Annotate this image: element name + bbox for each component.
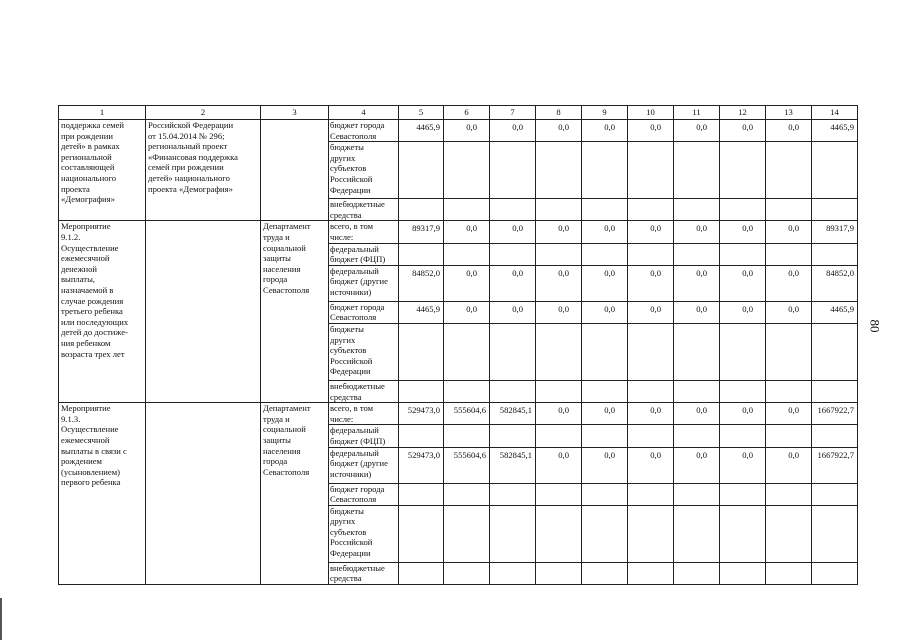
column-header-13: 13 [766, 106, 812, 120]
amount-cell-col-12: 0,0 [720, 221, 766, 243]
amount-cell-col-14 [812, 199, 858, 221]
amount-cell-col-11: 0,0 [674, 447, 720, 483]
amount-cell-col-13: 0,0 [766, 221, 812, 243]
amount-cell-col-6: 555604,6 [444, 403, 490, 425]
amount-cell-col-14: 4465,9 [812, 120, 858, 142]
amount-cell-col-9 [582, 380, 628, 402]
amount-cell-col-6: 0,0 [444, 301, 490, 323]
amount-cell-col-8 [536, 380, 582, 402]
funding-source-cell: бюджет города Севастополя [329, 483, 399, 505]
amount-cell-col-10 [628, 323, 674, 380]
funding-source-cell: бюджеты других субъектов Российской Федерации [329, 323, 399, 380]
amount-cell-col-7 [490, 380, 536, 402]
amount-cell-col-5: 529473,0 [399, 403, 444, 425]
executor-cell: Департамент труда и социальной защиты населения города Севастополя [261, 403, 329, 585]
amount-cell-col-14 [812, 483, 858, 505]
amount-cell-col-6 [444, 323, 490, 380]
amount-cell-col-5: 84852,0 [399, 265, 444, 301]
amount-cell-col-14 [812, 562, 858, 584]
amount-cell-col-6 [444, 425, 490, 447]
funding-source-cell: бюджет города Севастополя [329, 120, 399, 142]
amount-cell-col-14 [812, 425, 858, 447]
funding-source-cell: бюджет города Севастополя [329, 301, 399, 323]
amount-cell-col-8 [536, 483, 582, 505]
amount-cell-col-14: 84852,0 [812, 265, 858, 301]
amount-cell-col-10 [628, 483, 674, 505]
amount-cell-col-13: 0,0 [766, 403, 812, 425]
column-header-3: 3 [261, 106, 329, 120]
amount-cell-col-6: 555604,6 [444, 447, 490, 483]
executor-cell: Департамент труда и социальной защиты населения города Севастополя [261, 221, 329, 403]
amount-cell-col-8: 0,0 [536, 447, 582, 483]
amount-cell-col-13 [766, 483, 812, 505]
amount-cell-col-12: 0,0 [720, 301, 766, 323]
amount-cell-col-6 [444, 562, 490, 584]
amount-cell-col-10 [628, 380, 674, 402]
amount-cell-col-8 [536, 505, 582, 562]
amount-cell-col-12 [720, 142, 766, 199]
activity-name-cell: Мероприятие 9.1.3. Осуществление ежемесячной выплаты в связи с рождением (усыновлением) первого ребенка [59, 403, 146, 585]
amount-cell-col-8 [536, 243, 582, 265]
amount-cell-col-11: 0,0 [674, 403, 720, 425]
column-header-4: 4 [329, 106, 399, 120]
amount-cell-col-7 [490, 505, 536, 562]
amount-cell-col-12: 0,0 [720, 447, 766, 483]
amount-cell-col-11 [674, 562, 720, 584]
column-header-9: 9 [582, 106, 628, 120]
amount-cell-col-7: 0,0 [490, 221, 536, 243]
amount-cell-col-9 [582, 562, 628, 584]
amount-cell-col-5 [399, 199, 444, 221]
amount-cell-col-7: 0,0 [490, 120, 536, 142]
amount-cell-col-11: 0,0 [674, 301, 720, 323]
amount-cell-col-12: 0,0 [720, 120, 766, 142]
amount-cell-col-11 [674, 483, 720, 505]
amount-cell-col-5 [399, 562, 444, 584]
amount-cell-col-11 [674, 142, 720, 199]
amount-cell-col-9 [582, 483, 628, 505]
amount-cell-col-10 [628, 243, 674, 265]
amount-cell-col-13 [766, 142, 812, 199]
amount-cell-col-12 [720, 199, 766, 221]
amount-cell-col-11: 0,0 [674, 120, 720, 142]
amount-cell-col-11 [674, 199, 720, 221]
amount-cell-col-5 [399, 425, 444, 447]
amount-cell-col-10: 0,0 [628, 120, 674, 142]
amount-cell-col-10 [628, 199, 674, 221]
amount-cell-col-11: 0,0 [674, 265, 720, 301]
amount-cell-col-9 [582, 142, 628, 199]
table-row [59, 403, 858, 425]
amount-cell-col-11 [674, 243, 720, 265]
amount-cell-col-9 [582, 323, 628, 380]
column-header-10: 10 [628, 106, 674, 120]
amount-cell-col-6: 0,0 [444, 265, 490, 301]
amount-cell-col-14: 4465,9 [812, 301, 858, 323]
amount-cell-col-11 [674, 323, 720, 380]
funding-source-cell: бюджеты других субъектов Российской Федерации [329, 142, 399, 199]
amount-cell-col-8 [536, 199, 582, 221]
table-row [59, 221, 858, 243]
amount-cell-col-10: 0,0 [628, 301, 674, 323]
amount-cell-col-10 [628, 142, 674, 199]
amount-cell-col-12 [720, 562, 766, 584]
amount-cell-col-7 [490, 243, 536, 265]
amount-cell-col-12 [720, 243, 766, 265]
amount-cell-col-8: 0,0 [536, 120, 582, 142]
amount-cell-col-8: 0,0 [536, 403, 582, 425]
amount-cell-col-13 [766, 243, 812, 265]
amount-cell-col-6 [444, 142, 490, 199]
amount-cell-col-7 [490, 562, 536, 584]
amount-cell-col-5 [399, 380, 444, 402]
scan-edge-mark [0, 598, 2, 640]
column-header-8: 8 [536, 106, 582, 120]
column-header-11: 11 [674, 106, 720, 120]
amount-cell-col-12 [720, 323, 766, 380]
amount-cell-col-9: 0,0 [582, 265, 628, 301]
amount-cell-col-9 [582, 199, 628, 221]
amount-cell-col-11 [674, 505, 720, 562]
funding-source-cell: федеральный бюджет (ФЦП) [329, 425, 399, 447]
amount-cell-col-5 [399, 505, 444, 562]
amount-cell-col-12: 0,0 [720, 403, 766, 425]
amount-cell-col-13 [766, 425, 812, 447]
amount-cell-col-12 [720, 483, 766, 505]
amount-cell-col-10: 0,0 [628, 265, 674, 301]
amount-cell-col-5 [399, 243, 444, 265]
amount-cell-col-11 [674, 425, 720, 447]
amount-cell-col-13 [766, 323, 812, 380]
amount-cell-col-9: 0,0 [582, 447, 628, 483]
amount-cell-col-14: 1667922,7 [812, 403, 858, 425]
activity-name-cell: Мероприятие 9.1.2. Осуществление ежемесячной денежной выплаты, назначаемой в случае рождения третьего ребенка или последующих детей до достиже- ния ребенком возраста трех лет [59, 221, 146, 403]
amount-cell-col-6: 0,0 [444, 221, 490, 243]
amount-cell-col-7 [490, 199, 536, 221]
amount-cell-col-9: 0,0 [582, 120, 628, 142]
amount-cell-col-6 [444, 483, 490, 505]
amount-cell-col-13 [766, 505, 812, 562]
table-row [59, 120, 858, 142]
column-header-6: 6 [444, 106, 490, 120]
amount-cell-col-7 [490, 323, 536, 380]
amount-cell-col-5 [399, 142, 444, 199]
amount-cell-col-14 [812, 505, 858, 562]
amount-cell-col-8 [536, 425, 582, 447]
column-header-12: 12 [720, 106, 766, 120]
amount-cell-col-6 [444, 199, 490, 221]
amount-cell-col-13: 0,0 [766, 120, 812, 142]
amount-cell-col-13: 0,0 [766, 301, 812, 323]
legal-basis-cell [146, 221, 261, 403]
amount-cell-col-9 [582, 425, 628, 447]
amount-cell-col-9: 0,0 [582, 221, 628, 243]
amount-cell-col-5: 4465,9 [399, 120, 444, 142]
amount-cell-col-9 [582, 243, 628, 265]
amount-cell-col-10 [628, 505, 674, 562]
amount-cell-col-13 [766, 562, 812, 584]
amount-cell-col-12 [720, 505, 766, 562]
amount-cell-col-7 [490, 425, 536, 447]
legal-basis-cell: Российской Федерации от 15.04.2014 № 296; региональный проект «Финансовая поддержка семей при рождении детей» национального проекта «Демография» [146, 120, 261, 221]
amount-cell-col-14 [812, 142, 858, 199]
amount-cell-col-14 [812, 380, 858, 402]
amount-cell-col-13: 0,0 [766, 265, 812, 301]
amount-cell-col-9 [582, 505, 628, 562]
funding-source-cell: всего, в том числе: [329, 403, 399, 425]
amount-cell-col-8: 0,0 [536, 265, 582, 301]
amount-cell-col-12 [720, 380, 766, 402]
funding-source-cell: федеральный бюджет (ФЦП) [329, 243, 399, 265]
activity-name-cell: поддержка семей при рождении детей» в рамках региональной составляющей национального проекта «Демография» [59, 120, 146, 221]
amount-cell-col-7: 0,0 [490, 301, 536, 323]
amount-cell-col-11 [674, 380, 720, 402]
amount-cell-col-6 [444, 243, 490, 265]
amount-cell-col-7: 582845,1 [490, 403, 536, 425]
amount-cell-col-7 [490, 142, 536, 199]
amount-cell-col-8: 0,0 [536, 221, 582, 243]
amount-cell-col-13 [766, 380, 812, 402]
column-header-1: 1 [59, 106, 146, 120]
column-header-5: 5 [399, 106, 444, 120]
amount-cell-col-5 [399, 323, 444, 380]
column-header-14: 14 [812, 106, 858, 120]
amount-cell-col-6 [444, 505, 490, 562]
amount-cell-col-13 [766, 199, 812, 221]
amount-cell-col-8: 0,0 [536, 301, 582, 323]
column-header-7: 7 [490, 106, 536, 120]
amount-cell-col-10 [628, 425, 674, 447]
amount-cell-col-8 [536, 323, 582, 380]
amount-cell-col-14: 89317,9 [812, 221, 858, 243]
amount-cell-col-8 [536, 562, 582, 584]
amount-cell-col-5 [399, 483, 444, 505]
table-header [59, 106, 858, 120]
amount-cell-col-14: 1667922,7 [812, 447, 858, 483]
amount-cell-col-8 [536, 142, 582, 199]
table-body [59, 120, 858, 585]
amount-cell-col-10 [628, 562, 674, 584]
budget-table [58, 105, 858, 585]
amount-cell-col-5: 89317,9 [399, 221, 444, 243]
amount-cell-col-10: 0,0 [628, 403, 674, 425]
amount-cell-col-6 [444, 380, 490, 402]
amount-cell-col-11: 0,0 [674, 221, 720, 243]
page-number: 80 [867, 319, 883, 333]
amount-cell-col-5: 529473,0 [399, 447, 444, 483]
legal-basis-cell [146, 403, 261, 585]
funding-source-cell: всего, в том числе: [329, 221, 399, 243]
amount-cell-col-7: 582845,1 [490, 447, 536, 483]
amount-cell-col-6: 0,0 [444, 120, 490, 142]
amount-cell-col-10: 0,0 [628, 221, 674, 243]
amount-cell-col-9: 0,0 [582, 403, 628, 425]
amount-cell-col-14 [812, 243, 858, 265]
amount-cell-col-13: 0,0 [766, 447, 812, 483]
funding-source-cell: внебюджетные средства [329, 380, 399, 402]
amount-cell-col-12: 0,0 [720, 265, 766, 301]
funding-source-cell: федеральный бюджет (другие источники) [329, 265, 399, 301]
funding-source-cell: внебюджетные средства [329, 562, 399, 584]
executor-cell [261, 120, 329, 221]
amount-cell-col-7: 0,0 [490, 265, 536, 301]
funding-source-cell: бюджеты других субъектов Российской Федерации [329, 505, 399, 562]
funding-source-cell: внебюджетные средства [329, 199, 399, 221]
amount-cell-col-7 [490, 483, 536, 505]
funding-source-cell: федеральный бюджет (другие источники) [329, 447, 399, 483]
amount-cell-col-12 [720, 425, 766, 447]
amount-cell-col-10: 0,0 [628, 447, 674, 483]
amount-cell-col-9: 0,0 [582, 301, 628, 323]
column-header-2: 2 [146, 106, 261, 120]
amount-cell-col-5: 4465,9 [399, 301, 444, 323]
amount-cell-col-14 [812, 323, 858, 380]
